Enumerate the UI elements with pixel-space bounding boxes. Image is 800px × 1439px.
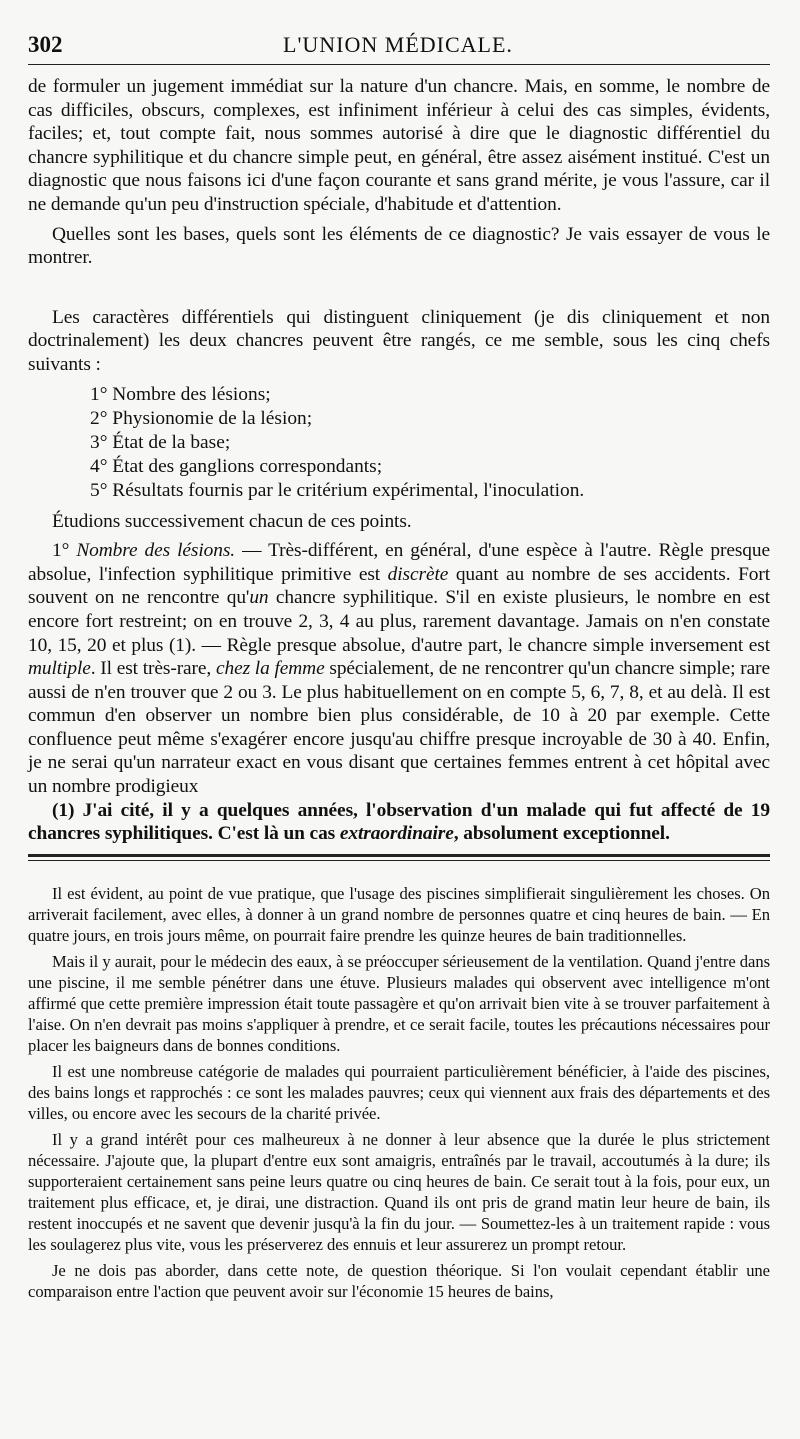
text-run: quant au nombre de ses accidents. Fort souvent on ne rencontre qu' [28,563,770,609]
text-run: (1) J'ai cité, il y a quelques années, l'observation d'un malade qui fut affecté de 19 chancres syphilitiques. C'est là un cas [28,799,770,845]
italic-run: extraordinaire [339,823,454,845]
list-item: 5° Résultats fournis par le critérium expérimental, l'inoculation. [90,480,585,502]
list-item: 3° État de la base; [90,431,231,453]
list-item: 2° Physionomie de la lésion; [90,407,313,429]
list-item: 4° État des ganglions correspondants; [90,456,383,478]
text-run: spécialement, de ne rencontrer qu'un chancre simple; rare aussi de n'en trouver que 2 ou 3. Le plus habituellement on en compte 5, 6, 7, 8, et au delà. Il est commun d'en observer un nombre bien plus considérable, de 10 à 20 par exemple. Cette confluence peut même s'exagérer encore jusqu'au chiffre presque incroyable de 30 à 40. Enfin, je ne serai qu'un narrateur exact en vous disant que certaines femmes entrent à cet hôpital avec un nombre prodigieux [28,658,770,798]
italic-run: discrète [387,563,449,585]
paragraph: Étudions successivement chacun de ces points. [52,510,412,532]
paragraph: Il est évident, au point de vue pratique, que l'usage des piscines simplifierait singulièrement les choses. On arriverait facilement, avec elles, à donner à un grand nombre de personnes quatre et cinq heures de bain. — En quatre jours, en trois jours même, on pourrait faire prendre les quinze heures de bain traditionnelles. [28,883,770,945]
page-header [28,32,770,65]
paragraph [28,539,770,799]
text-run: chancre syphilitique. S'il en existe plusieurs, le nombre en est encore fort restreint; on en trouve 2, 3, 4 au plus, rarement davantage. Jamais on n'en constate 10, 15, 20 et plus (1). — Règle presque absolue, d'autre part, le chancre simple inversement est [28,587,771,656]
italic-run: multiple [28,658,91,680]
running-title: L'UNION MÉDICALE. [283,32,513,57]
text-run: 1° [52,540,77,562]
main-article [28,75,770,846]
italic-run: Nombre des lésions. [76,540,236,562]
criteria-list [90,383,770,504]
paragraph: Il est une nombreuse catégorie de malades qui pourraient particulièrement bénéficier, à l'aide des piscines, des bains longs et rapprochés : ce sont les malades pauvres; ceux qui viennent aux frais des départements et des villes, ou encore avec les secours de la charité privée. [28,1061,770,1123]
footnote [28,799,770,846]
text-run: . Il est très-rare, [90,658,216,680]
paragraph: Je ne dois pas aborder, dans cette note, de question théorique. Si l'on voulait cependant établir une comparaison entre l'action que peuvent avoir sur l'économie 15 heures de bains, [28,1260,770,1301]
text-run: , absolument exceptionnel. [453,823,670,845]
text-run: — Très-différent, en général, d'une espèce à l'autre. Règle presque absolue, l'infection syphilitique primitive est [28,540,770,585]
italic-run: chez la femme [215,658,325,680]
paragraph: Les caractères différentiels qui distinguent cliniquement (je dis cliniquement et non doctrinalement) les deux chancres peuvent être rangés, ce me semble, sous les cinq chefs suivants : [28,306,770,375]
paragraph: de formuler un jugement immédiat sur la nature d'un chancre. Mais, en somme, le nombre de cas difficiles, obscurs, complexes, est infiniment inférieur à celui des cas simples, évidents, faciles; et, tout compte fait, nous sommes autorisé à dire que le diagnostic différentiel du chancre syphilitique et du chancre simple peut, en général, être assez aisément institué. C'est un diagnostic que nous faisons ici d'une façon courante et sans grand mérite, je vous l'assure, car il ne demande qu'un peu d'instruction spéciale, d'habitude et d'attention. [28,76,770,215]
paragraph: Il y a grand intérêt pour ces malheureux à ne donner à leur absence que la durée le plus strictement nécessaire. J'ajoute que, la plupart d'entre eux sont amaigris, entraînés par le travail, accoutumés à la dure; ils supporteraient certainement sans peine leurs quatre ou cinq heures de bain. Ce serait tout à la fois, pour eux, un traitement plus efficace, et, je dirai, une distraction. Quand ils ont pris de grand matin leur heure de bain, ils restent inoccupés et ne savent que devenir jusqu'à la fin du jour. — Soumettez-les à un traitement rapide : vous les soulagerez plus vite, vous les préserverez des ennuis et leur assurerez un prompt retour. [28,1129,770,1254]
feuilleton-column [28,883,770,1302]
paragraph: Mais il y aurait, pour le médecin des eaux, à se préoccuper sérieusement de la ventilation. Quand j'entre dans une piscine, il me semble pénétrer dans une étuve. Plusieurs malades qui observent avec intelligence m'ont affirmé que cette première impression était toute passagère et qu'on arrivait bien vite à se trouver parfaitement à l'aise. On n'en devrait pas moins s'appliquer à prendre, et ce serait facile, toutes les précautions nécessaires pour placer les baigneurs dans de bonnes conditions. [28,951,770,1055]
paragraph: Quelles sont les bases, quels sont les éléments de ce diagnostic? Je vais essayer de vous le montrer. [28,223,770,269]
list-item: 1° Nombre des lésions; [90,383,271,405]
page-number: 302 [28,32,63,57]
section-divider [28,854,770,861]
italic-run: un [249,587,269,609]
